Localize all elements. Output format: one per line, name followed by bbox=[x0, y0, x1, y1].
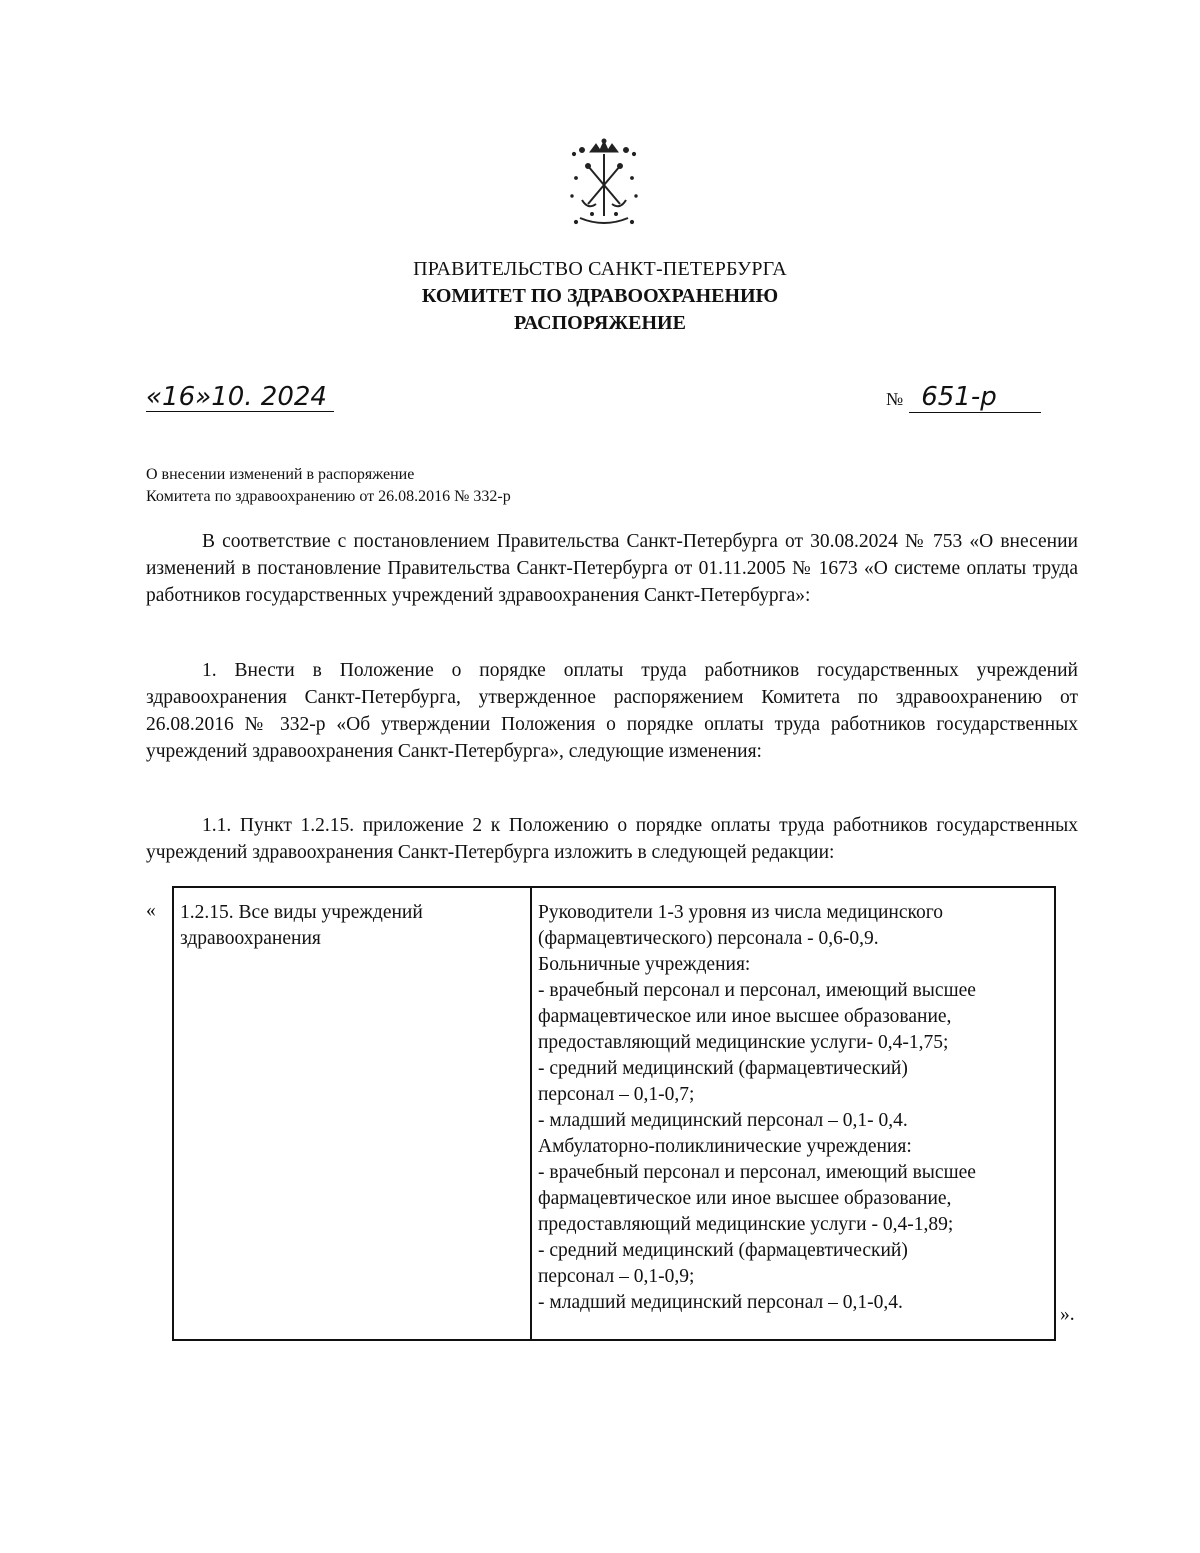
coef-line: - младший медицинский персонал – 0,1-0,4. bbox=[538, 1292, 903, 1313]
item-1-1-paragraph: 1.1. Пункт 1.2.15. приложение 2 к Положению о порядке оплаты труда работников государственных учреждений здравоохранения Санкт-Петербурга изложить в следующей редакции: bbox=[146, 815, 1078, 863]
intro-paragraph: В соответствие с постановлением Правительства Санкт-Петербурга от 30.08.2024 № 753 «О внесении изменений в постановление Правительства Санкт-Петербурга от 01.11.2005 № 1673 «О системе оплаты труда работников государственных учреждений здравоохранения Санкт-Петербурга»: bbox=[146, 531, 1078, 606]
coef-line: фармацевтическое или иное высшее образование, bbox=[538, 1006, 952, 1027]
document-date bbox=[146, 382, 327, 412]
committee-title: КОМИТЕТ ПО ЗДРАВООХРАНЕНИЮ bbox=[421, 285, 779, 307]
coef-line: предоставляющий медицинские услуги - 0,4-1,89; bbox=[538, 1214, 954, 1235]
category-line-2: здравоохранения bbox=[180, 928, 321, 949]
table-cell-coefficients bbox=[531, 887, 1055, 1340]
subject-line-1: О внесении изменений в распоряжение bbox=[146, 466, 415, 483]
coef-line: - врачебный персонал и персонал, имеющий высшее bbox=[538, 1162, 976, 1183]
date-day: 16 bbox=[162, 382, 196, 412]
table-close-quote: ». bbox=[1060, 1304, 1075, 1325]
amendment-table bbox=[172, 886, 1056, 1341]
coef-line: - средний медицинский (фармацевтический) bbox=[538, 1058, 908, 1079]
date-open-quote: « bbox=[146, 382, 163, 412]
coef-line: - средний медицинский (фармацевтический) bbox=[538, 1240, 908, 1261]
subject-line-2: Комитета по здравоохранению от 26.08.2016 № 332-р bbox=[146, 488, 511, 505]
coef-line: - врачебный персонал и персонал, имеющий высшее bbox=[538, 980, 976, 1001]
coef-line: Больничные учреждения: bbox=[538, 954, 751, 975]
coef-line: персонал – 0,1-0,7; bbox=[538, 1084, 695, 1105]
table-open-quote: « bbox=[146, 900, 156, 921]
coef-line: (фармацевтического) персонала - 0,6-0,9. bbox=[538, 928, 879, 949]
date-underline bbox=[146, 411, 334, 412]
table-row bbox=[173, 887, 1055, 1340]
date-month-year: 10. 2024 bbox=[211, 382, 327, 412]
document-header bbox=[0, 256, 1200, 337]
coef-line: - младший медицинский персонал – 0,1- 0,4. bbox=[538, 1110, 908, 1131]
table-cell-category bbox=[173, 887, 531, 1340]
coef-line: предоставляющий медицинские услуги- 0,4-1,75; bbox=[538, 1032, 949, 1053]
government-title: ПРАВИТЕЛЬСТВО САНКТ-ПЕТЕРБУРГА bbox=[413, 258, 787, 280]
number-label: № bbox=[886, 389, 904, 409]
coat-of-arms-emblem-icon bbox=[562, 138, 646, 230]
document-number bbox=[886, 382, 1041, 413]
category-line-1: 1.2.15. Все виды учреждений bbox=[180, 902, 423, 923]
document-subject bbox=[146, 464, 511, 508]
item-1-paragraph: 1. Внести в Положение о порядке оплаты труда работников государственных учреждений здравоохранения Санкт-Петербурга, утвержденное распоряжением Комитета по здравоохранению от 26.08.2016 № 332-р «Об утверждении Положения о порядке оплаты труда работников государственных учреждений здравоохранения Санкт-Петербурга», следующие изменения: bbox=[146, 660, 1078, 762]
coef-line: персонал – 0,1-0,9; bbox=[538, 1266, 695, 1287]
coef-line: Амбулаторно-поликлинические учреждения: bbox=[538, 1136, 912, 1157]
number-value: 651-р bbox=[909, 382, 1041, 413]
date-close-quote: » bbox=[195, 382, 212, 412]
coef-line: фармацевтическое или иное высшее образование, bbox=[538, 1188, 952, 1209]
document-type-title: РАСПОРЯЖЕНИЕ bbox=[514, 312, 686, 334]
coef-line: Руководители 1-3 уровня из числа медицинского bbox=[538, 902, 943, 923]
